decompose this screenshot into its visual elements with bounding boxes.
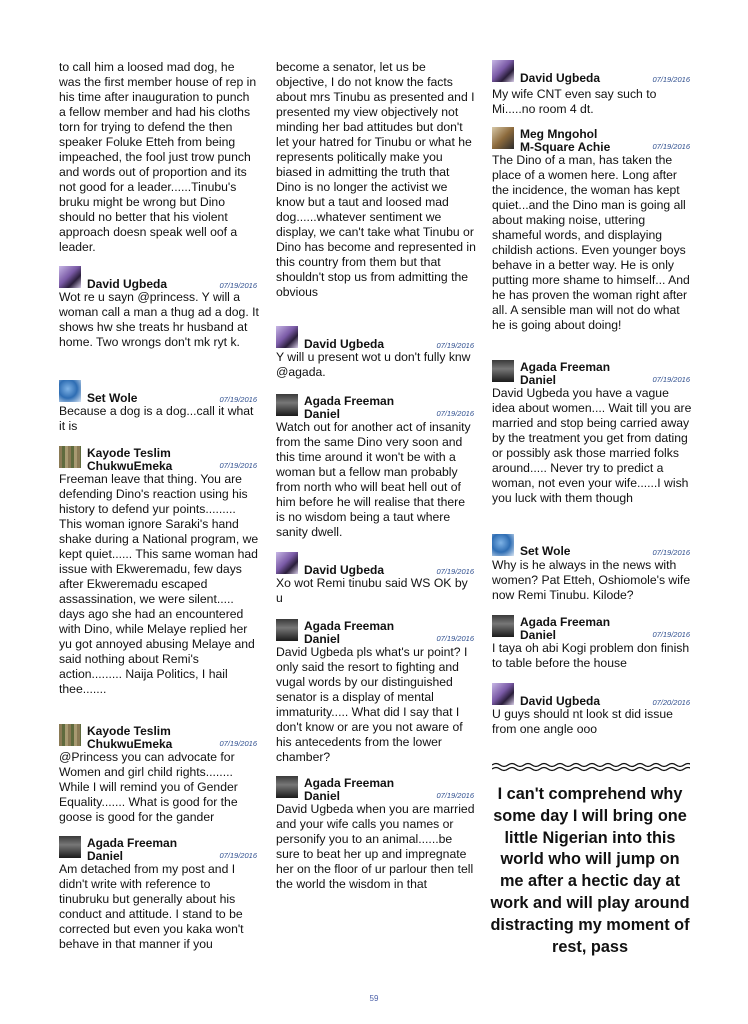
comment-text: David Ugbeda when you are married and your wife calls you names or personify you to an animal......be sure to beat her up and impregnate her on the floor of ur parlour then tell the world the wisdom in that: [276, 802, 475, 891]
comment-date: 07/20/2016: [652, 698, 690, 707]
comment: [59, 446, 259, 697]
commenter-name-line-1: Agada Freeman: [304, 394, 395, 408]
avatar: [492, 615, 514, 637]
comment: [492, 683, 692, 737]
comment-text: Why is he always in the news with women? Pat Etteh, Oshiomole's wife now Remi Tinubu. Kilode?: [492, 558, 691, 602]
comment-text: The Dino of a man, has taken the place of a women here. Long after the incidence, the woman has kept quiet...and the Dino man is going all about making noise, uttering shameful words, and displaying childish actions. Even younger boys behave in a better way. He is only putting more shame to himself... And he has proven the woman right after all. A sensible man will not do what he is going about doing!: [492, 153, 690, 332]
avatar: [276, 619, 298, 641]
avatar: [59, 266, 81, 288]
comment: [59, 380, 259, 434]
comment-text: Watch out for another act of insanity from the same Dino very soon and this time around it won't be with a woman but a fellow man probably from north who will beat hell out of him before he will realise that there is no wisdom being a taut where sanity dwell.: [276, 420, 471, 539]
comment: [492, 615, 692, 671]
commenter-name: David Ugbeda: [520, 694, 601, 708]
commenter-name: David Ugbeda: [304, 563, 385, 577]
commenter-name-line-2: Daniel: [304, 789, 341, 803]
comment: [276, 552, 476, 606]
comment-text: Xo wot Remi tinubu said WS OK by u: [276, 576, 468, 605]
comment: [59, 266, 259, 350]
comment: [59, 836, 259, 952]
avatar: [492, 683, 514, 705]
comment: [276, 326, 476, 380]
comment-text: Am detached from my post and I didn't write with reference to tinubruku but generally about his conduct and attitude. I stand to be corrected but even you kaka won't behave in that manner if you: [59, 862, 244, 951]
comment-date: 07/19/2016: [219, 395, 257, 404]
comment: [492, 127, 692, 333]
avatar: [59, 380, 81, 402]
commenter-name-line-2: Daniel: [87, 849, 124, 863]
avatar: [59, 446, 81, 468]
comment-date: 07/19/2016: [652, 548, 690, 557]
avatar: [59, 724, 81, 746]
avatar: [492, 360, 514, 382]
column-1-intro-text: to call him a loosed mad dog, he was the first member house of rep in his time after inauguration to punch a fellow member and had his cloths torn for trying to defend the then speaker Foluke Etteh from being impeached, the fool just trow punch and words out of proportion and its not good for a leader......Tinubu's bruku might be wrong but Dino should no better that his violent approach doesn speak well oof a leader.: [59, 60, 257, 254]
commenter-name-line-1: Meg Mngohol: [520, 127, 598, 141]
avatar: [276, 326, 298, 348]
commenter-name: Set Wole: [520, 544, 571, 558]
commenter-name-line-1: Agada Freeman: [520, 615, 611, 629]
comment-date: 07/19/2016: [652, 75, 690, 84]
avatar: [276, 552, 298, 574]
page-number: 59: [369, 994, 379, 1003]
comment-date: 07/19/2016: [219, 461, 257, 470]
commenter-name: David Ugbeda: [520, 71, 601, 85]
commenter-name-line-2: Daniel: [520, 628, 557, 642]
comment-text: My wife CNT even say such to Mi.....no room 4 dt.: [492, 87, 657, 116]
commenter-name-line-2: Daniel: [304, 632, 341, 646]
comment-text: Wot re u sayn @princess. Y will a woman call a man a thug ad a dog. It shows hw she treats hr husband at home. Two wrongs don't mk ryt k.: [59, 290, 259, 349]
wavy-divider: [492, 762, 690, 772]
commenter-name-line-2: Daniel: [520, 373, 557, 387]
commenter-name-line-1: Kayode Teslim: [87, 446, 171, 460]
comment-text: David Ugbeda you have a vague idea about women.... Wait till you are married and stop being carried away by the treatment you get from dating or possibly ask those married folks around..... Never try to predict a woman, not even your wife......I wish you luck with them though: [492, 386, 692, 505]
column-2-intro-text: become a senator, let us be objective, I do not know the facts about mrs Tinubu as presented and I presented my view objectively not minding her bad attitudes but don't let your hatred for Tinubu or what he represents politically make you biased in admitting the truth that Dino is no longer the activist we know but a taut and loosed mad dog......whatever sentiment we display, we can't take what Tinubu or Dino has become and represented in this country from them but that shouldn't stop us from admitting the obvious: [276, 60, 476, 299]
comment-date: 07/19/2016: [436, 409, 474, 418]
comment-date: 07/19/2016: [436, 634, 474, 643]
commenter-name: David Ugbeda: [304, 337, 385, 351]
commenter-name: David Ugbeda: [87, 277, 168, 291]
avatar: [276, 394, 298, 416]
commenter-name-line-2: ChukwuEmeka: [87, 459, 173, 473]
commenter-name: Set Wole: [87, 391, 138, 405]
commenter-name-line-2: M-Square Achie: [520, 140, 611, 154]
comment-date: 07/19/2016: [652, 630, 690, 639]
commenter-name-line-1: Agada Freeman: [520, 360, 611, 374]
comment: [59, 724, 259, 825]
avatar: [59, 836, 81, 858]
avatar: [492, 60, 514, 82]
avatar: [276, 776, 298, 798]
comment-text: I taya oh abi Kogi problem don finish to table before the house: [492, 641, 690, 670]
comment-date: 07/19/2016: [652, 142, 690, 151]
commenter-name-line-1: Kayode Teslim: [87, 724, 171, 738]
comment: [276, 619, 476, 765]
comment-text: Because a dog is a dog...call it what it is: [59, 404, 254, 433]
commenter-name-line-2: ChukwuEmeka: [87, 737, 173, 751]
comment-text: Y will u present wot u don't fully knw @agada.: [276, 350, 471, 379]
comment: [492, 534, 692, 603]
comment-text: Freeman leave that thing. You are defending Dino's reaction using his history to defend yur points......... This woman ignore Saraki's hand shake during a National program, we kept quiet...... This same woman had issue with Ekweremadu, few days after Ekweremadu escaped assassination, we were silent..... days ago she had an encountered with Dino, while Melaye replied her yu got annoyed abusing Melaye and said nothing about Remi's action......... Naija Politics, I hail thee.......: [59, 472, 259, 696]
avatar: [492, 534, 514, 556]
comment-date: 07/19/2016: [436, 341, 474, 350]
avatar: [492, 127, 514, 149]
comment-date: 07/19/2016: [652, 375, 690, 384]
comment-date: 07/19/2016: [219, 851, 257, 860]
commenter-name-line-1: Agada Freeman: [304, 619, 395, 633]
comment-date: 07/19/2016: [436, 791, 474, 800]
comment-date: 07/19/2016: [219, 739, 257, 748]
comment: [276, 394, 476, 540]
comment-text: @Princess you can advocate for Women and girl child rights........ While I will remind you of Gender Equality....... What is good for the goose is good for the gander: [59, 750, 238, 824]
commenter-name-line-1: Agada Freeman: [304, 776, 395, 790]
comment-text: U guys should nt look st did issue from one angle ooo: [492, 707, 673, 736]
commenter-name-line-2: Daniel: [304, 407, 341, 421]
comment-text: David Ugbeda pls what's ur point? I only said the resort to fighting and vugal words by our distinguished senator is a display of mental immaturity..... What did I say that I don't know or are you not aware of his antecedents from the lower chamber?: [276, 645, 468, 764]
comment: [492, 60, 692, 117]
comment: [276, 776, 476, 892]
comment: [492, 360, 692, 506]
comment-date: 07/19/2016: [219, 281, 257, 290]
pull-quote: I can't comprehend why some day I will bring one little Nigerian into this world who will jump on me after a hectic day at work and will play around distracting my moment of rest, pass: [490, 785, 690, 956]
commenter-name-line-1: Agada Freeman: [87, 836, 178, 850]
comment-date: 07/19/2016: [436, 567, 474, 576]
